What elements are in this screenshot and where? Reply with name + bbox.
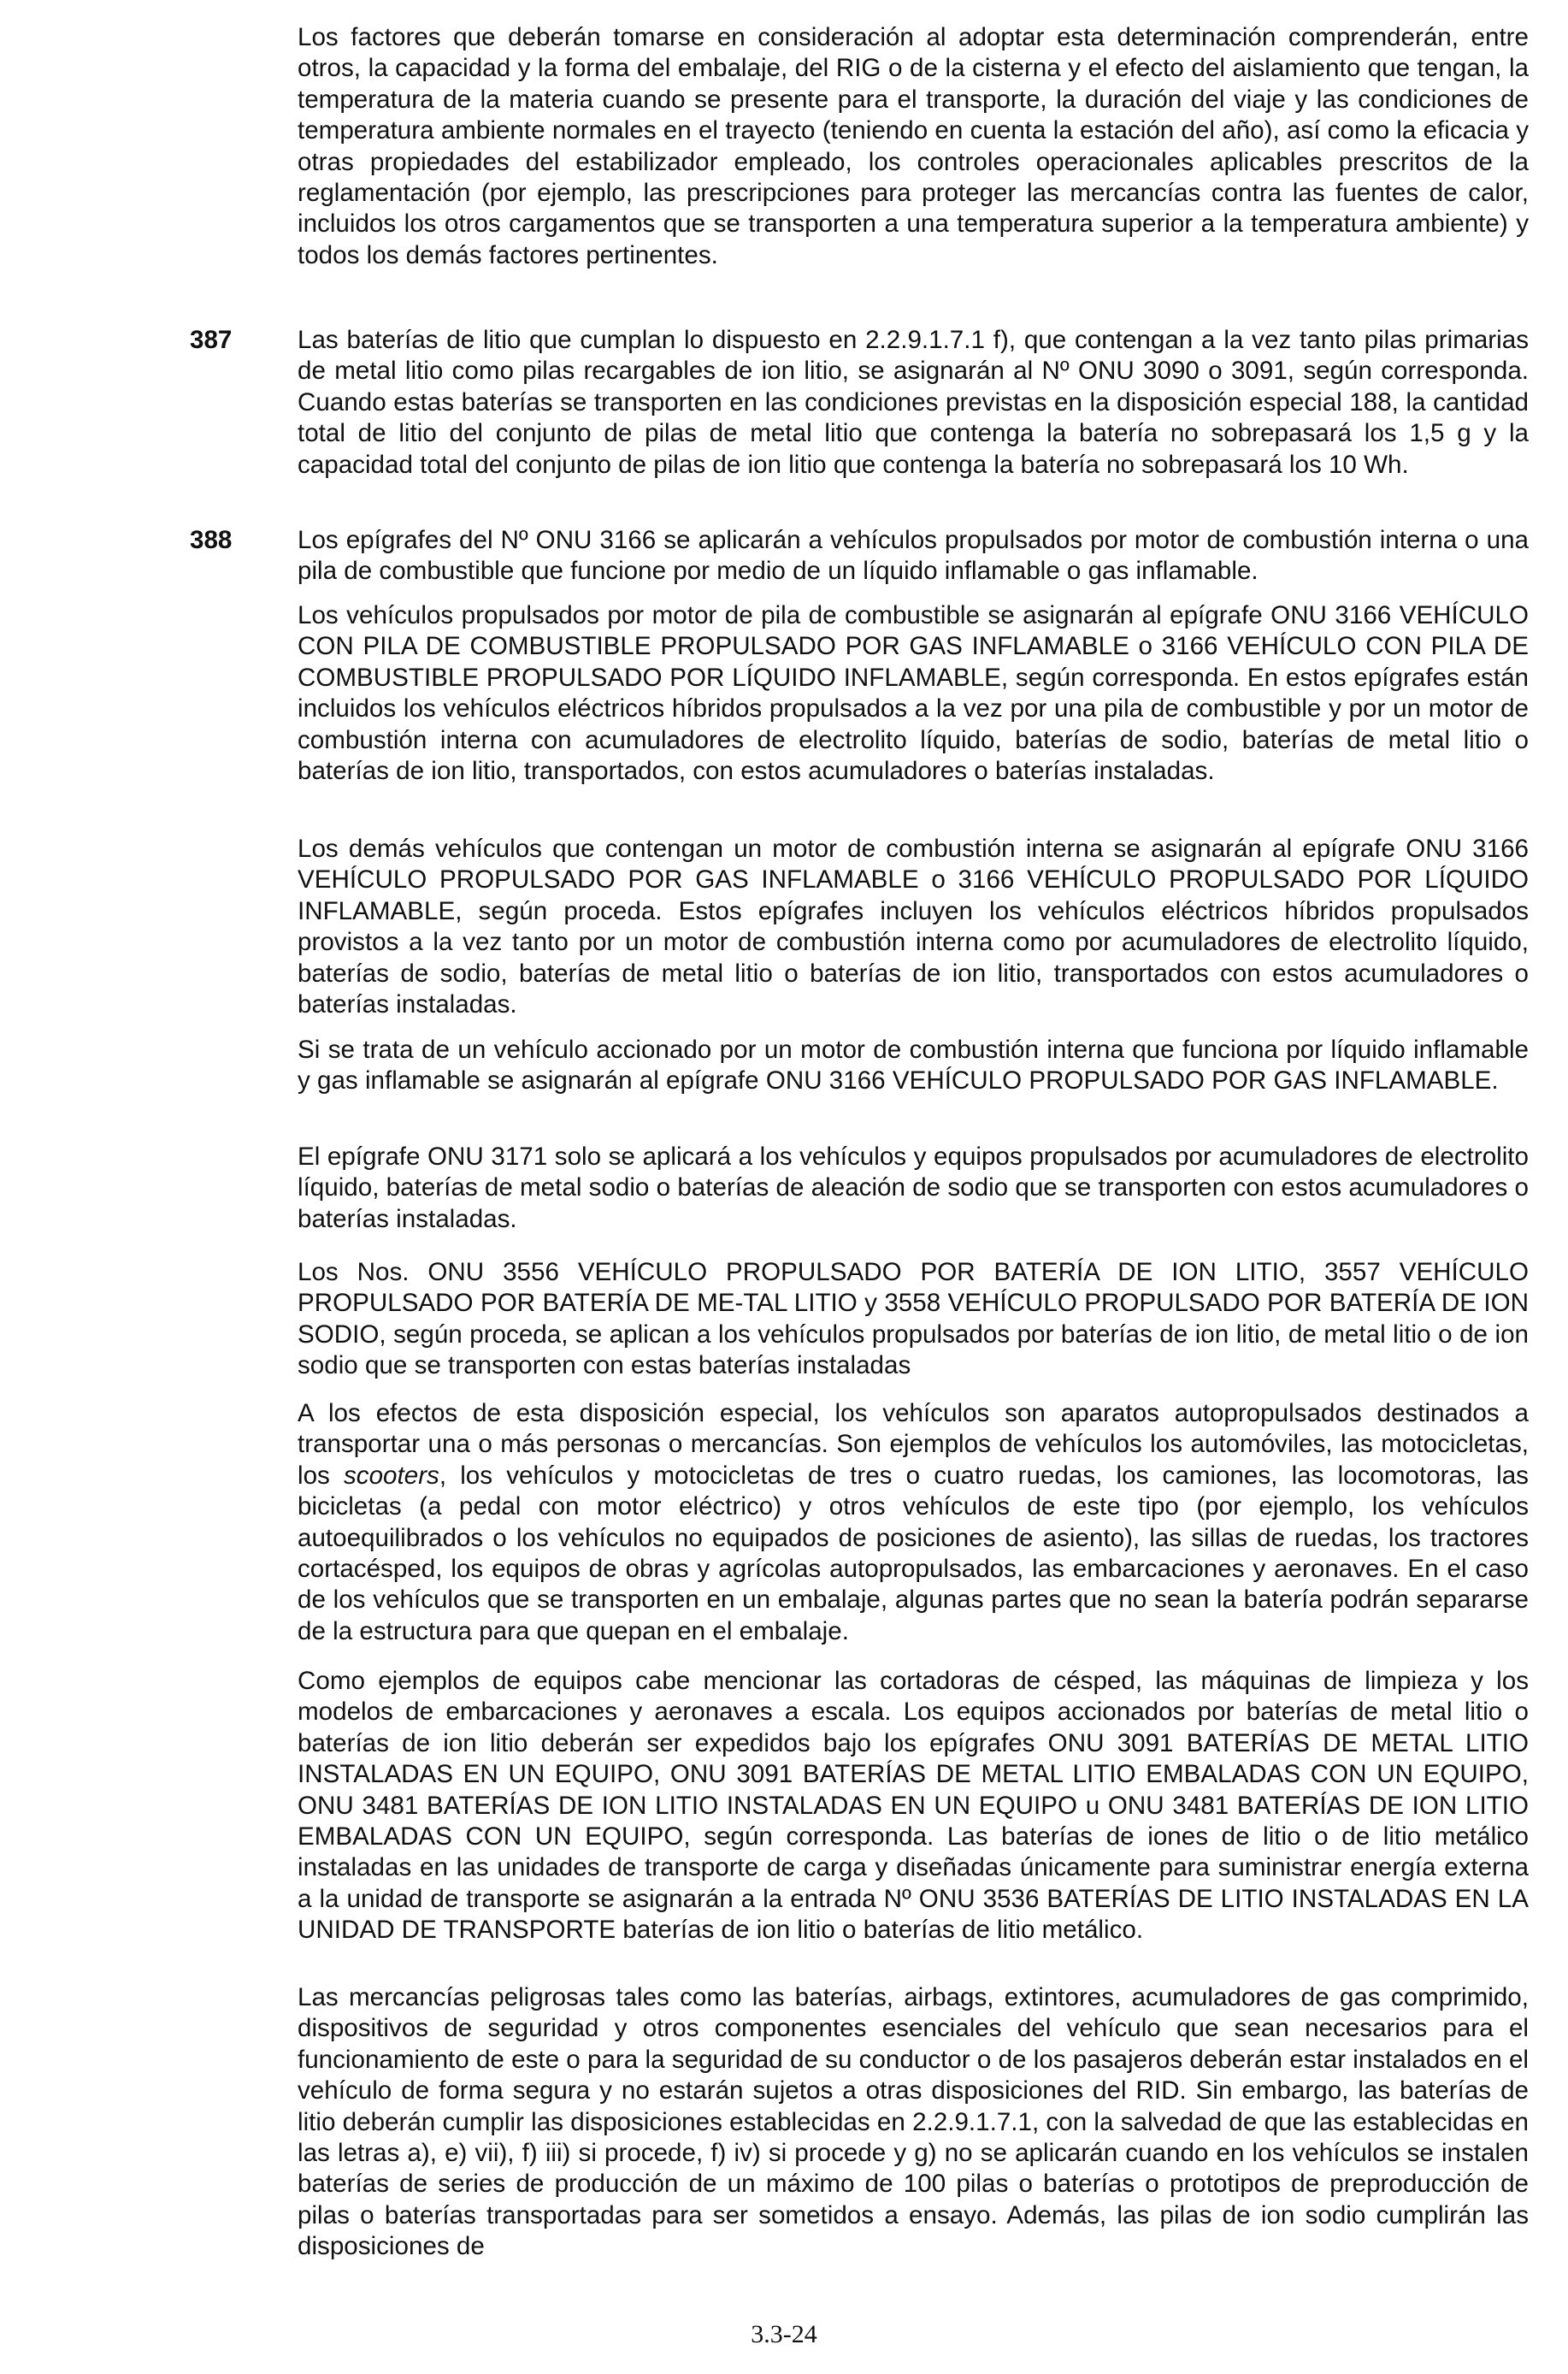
paragraph-388-intro: Los epígrafes del Nº ONU 3166 se aplicarán a vehículos propulsados por motor de combustión interna o una pila de combustible que funcione por medio de un líquido inflamable o gas inflamable. [298,526,1529,586]
paragraph-388-pila-combustible: Los vehículos propulsados por motor de pila de combustible se asignarán al epígrafe ONU 3166 VEHÍCULO CON PILA DE COMBUSTIBLE PROPULSADO POR GAS INFLAMABLE o 3166 VEHÍCULO CON PILA DE COMBUSTIBLE PROPULSADO POR LÍQUIDO INFLAMABLE, según corresponda. En estos epígrafes están incluidos los vehículos eléctricos híbridos propulsados a la vez por una pila de combustible y por un motor de combustión interna con acumuladores de electrolito líquido, baterías de sodio, baterías de metal litio o baterías de ion litio, transportados, con estos acumuladores o baterías instaladas. [298,601,1529,786]
paragraph-388-onu-3556: Los Nos. ONU 3556 VEHÍCULO PROPULSADO POR BATERÍA DE ION LITIO, 3557 VEHÍCULO PROPULSADO POR BATERÍA DE ME-TAL LITIO y 3558 VEHÍCULO PROPULSADO POR BATERÍA DE ION SODIO, según proceda, se aplican a los vehículos propulsados por baterías de ion litio, de metal litio o de ion sodio que se transporten con estas baterías instaladas [298,1258,1529,1380]
definicion-text-part-2: , los vehículos y motocicletas de tres o cuatro ruedas, los camiones, las locomotoras, las bicicletas (a pedal con motor eléctrico) y otros vehículos de este tipo (por ejemplo, los vehículos autoequilibrados o los vehículos no equipados de posiciones de asiento), las sillas de ruedas, los tractores cortacésped, los equipos de obras y agrícolas autopropulsados, las embarcaciones y aeronaves. En el caso de los vehículos que se transporten en un embalaje, algunas partes que no sean la batería podrán separarse de la estructura para que quepan en el embalaje. [298,1461,1529,1645]
page-number: 3.3-24 [751,2320,817,2348]
paragraph-388-definicion-vehiculos [298,1398,1529,1647]
definicion-text-part-1: A los efectos de esta disposición especial, los vehículos son aparatos autopropulsados destinados a transportar una o más personas o mercancías. Son ejemplos de vehículos los automóviles, las motocicletas, los [298,1399,1529,1490]
paragraph-388-mercancias-peligrosas: Las mercancías peligrosas tales como las baterías, airbags, extintores, acumuladores de gas comprimido, dispositivos de seguridad y otros componentes esenciales del vehículo que sean necesarios para el funcionamiento de este o para la seguridad de su conductor o de los pasajeros deberán estar instalados en el vehículo de forma segura y no estarán sujetos a otras disposiciones del RID. Sin embargo, las baterías de litio deberán cumplir las disposiciones establecidas en 2.2.9.1.7.1, con la salvedad de que las establecidas en las letras a), e) vii), f) iii) si procede, f) iv) si procede y g) no se aplicarán cuando en los vehículos se instalen baterías de series de producción de un máximo de 100 pilas o baterías o prototipos de preproducción de pilas o baterías transportadas para ser sometidos a ensayo. Además, las pilas de ion sodio cumplirán las disposiciones de [298,1983,1529,2261]
paragraph-388-liquido-gas: Si se trata de un vehículo accionado por un motor de combustión interna que funciona por líquido inflamable y gas inflamable se asignarán al epígrafe ONU 3166 VEHÍCULO PROPULSADO POR GAS INFLAMABLE. [298,1036,1529,1095]
paragraph-388-onu-3171: El epígrafe ONU 3171 solo se aplicará a los vehículos y equipos propulsados por acumuladores de electrolito líquido, baterías de metal sodio o baterías de aleación de sodio que se transporten con estos acumuladores o baterías instaladas. [298,1143,1529,1233]
paragraph-387: Las baterías de litio que cumplan lo dispuesto en 2.2.9.1.7.1 f), que contengan a la vez tanto pilas primarias de metal litio como pilas recargables de ion litio, se asignarán al Nº ONU 3090 o 3091, según corresponda. Cuando estas baterías se transporten en las condiciones previstas en la disposición especial 188, la cantidad total de litio del conjunto de pilas de metal litio que contenga la batería no sobrepasará los 1,5 g y la capacidad total del conjunto de pilas de ion litio que contenga la batería no sobrepasará los 10 Wh. [298,326,1529,479]
definicion-italic-term: scooters [344,1461,439,1490]
paragraph-388-equipos: Como ejemplos de equipos cabe mencionar las cortadoras de césped, las máquinas de limpieza y los modelos de embarcaciones y aeronaves a escala. Los equipos accionados por baterías de metal litio o baterías de ion litio deberán ser expedidos bajo los epígrafes ONU 3091 BATERÍAS DE METAL LITIO INSTALADAS EN UN EQUIPO, ONU 3091 BATERÍAS DE METAL LITIO EMBALADAS CON UN EQUIPO, ONU 3481 BATERÍAS DE ION LITIO INSTALADAS EN UN EQUIPO u ONU 3481 BATERÍAS DE ION LITIO EMBALADAS CON UN EQUIPO, según corresponda. Las baterías de iones de litio o de litio metálico instaladas en las unidades de transporte de carga y diseñadas únicamente para suministrar energía externa a la unidad de transporte se asignarán a la entrada Nº ONU 3536 BATERÍAS DE LITIO INSTALADAS EN LA UNIDAD DE TRANSPORTE baterías de ion litio o baterías de litio metálico. [298,1667,1529,1945]
provision-number-388: 388 [190,526,233,554]
provision-number-387: 387 [190,326,233,354]
paragraph-388-motor-combustion: Los demás vehículos que contengan un motor de combustión interna se asignarán al epígrafe ONU 3166 VEHÍCULO PROPULSADO POR GAS INFLAMABLE o 3166 VEHÍCULO PROPULSADO POR LÍQUIDO INFLAMABLE, según proceda. Estos epígrafes incluyen los vehículos eléctricos híbridos propulsados provistos a la vez tanto por un motor de combustión interna como por acumuladores de electrolito líquido, baterías de sodio, baterías de metal litio o baterías de ion litio, transportados con estos acumuladores o baterías instaladas. [298,835,1529,1019]
paragraph-factores: Los factores que deberán tomarse en consideración al adoptar esta determinación comprenderán, entre otros, la capacidad y la forma del embalaje, del RIG o de la cisterna y el efecto del aislamiento que tengan, la temperatura de la materia cuando se presente para el transporte, la duración del viaje y las condiciones de temperatura ambiente normales en el trayecto (teniendo en cuenta la estación del año), así como la eficacia y otras propiedades del estabilizador empleado, los controles operacionales aplicables prescritos de la reglamentación (por ejemplo, las prescripciones para proteger las mercancías contra las fuentes de calor, incluidos los otros cargamentos que se transporten a una temperatura superior a la temperatura ambiente) y todos los demás factores pertinentes. [298,23,1529,269]
